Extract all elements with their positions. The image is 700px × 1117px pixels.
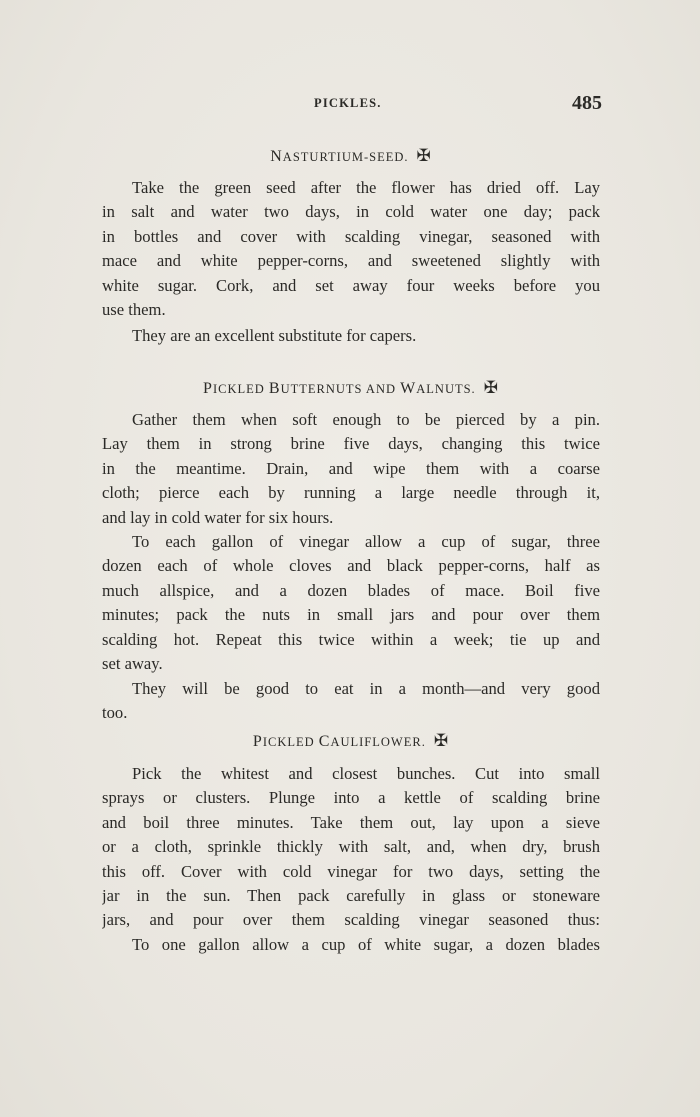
heading-initial: C: [318, 733, 331, 750]
text-line: minutes; pack the nuts in small jars and pour over them: [102, 605, 600, 625]
heading-initial: P: [252, 733, 263, 750]
paragraph: [102, 324, 600, 348]
cross-ornament-icon: ✠: [483, 378, 499, 397]
text-line: Gather them when soft enough to be pierced by a pin.: [132, 410, 600, 429]
heading-smallcaps: ASTURTIUM-SEED.: [282, 150, 409, 164]
text-line: Take the green seed after the flower has dried off. Lay: [132, 178, 600, 197]
text-line: in the meantime. Drain, and wipe them with a coarse: [102, 458, 600, 478]
section-heading-butternuts: [102, 378, 600, 398]
text-line: set away.: [102, 654, 163, 674]
text-line: Lay them in strong brine five days, changing this twice: [102, 434, 600, 454]
heading-initial: P: [203, 380, 213, 397]
text-line: use them.: [102, 300, 166, 320]
text-line: and boil three minutes. Take them out, lay upon a sieve: [102, 812, 600, 832]
paragraph: [102, 677, 600, 726]
text-line: To one gallon allow a cup of white sugar, a dozen blades: [132, 935, 600, 954]
text-line: or a cloth, sprinkle thickly with salt, and, when dry, brush: [102, 837, 600, 857]
text-line: and lay in cold water for six hours.: [102, 507, 334, 527]
heading-initial: W: [400, 380, 417, 397]
text-line: jar in the sun. Then pack carefully in glass or stoneware: [102, 886, 600, 906]
paragraph: [102, 176, 600, 322]
heading-smallcaps: AULIFLOWER.: [330, 735, 426, 749]
text-line: scalding hot. Repeat this twice within a week; tie up and: [102, 629, 600, 649]
text-line: dozen each of whole cloves and black pepper-corns, half as: [102, 556, 600, 576]
text-line: mace and white pepper-corns, and sweetened slightly with: [102, 251, 600, 271]
heading-smallcaps: ALNUTS.: [416, 382, 476, 396]
heading-smallcaps: ICKLED: [262, 735, 319, 749]
heading-initial: B: [268, 380, 281, 397]
text-line: much allspice, and a dozen blades of mace. Boil five: [102, 580, 600, 600]
text-line: Pick the whitest and closest bunches. Cut into small: [132, 764, 600, 783]
text-line: cloth; pierce each by running a large needle through it,: [102, 483, 600, 503]
heading-smallcaps: UTTERNUTS AND: [280, 382, 401, 396]
text-line: sprays or clusters. Plunge into a kettle of scalding brine: [102, 788, 600, 808]
paragraph: [102, 530, 600, 676]
paragraph: [102, 933, 600, 957]
cross-ornament-icon: ✠: [433, 731, 450, 750]
paragraph: [102, 762, 600, 933]
heading-initial: N: [270, 148, 283, 165]
text-line: in salt and water two days, in cold water one day; pack: [102, 202, 600, 222]
running-head: [102, 92, 602, 118]
text-line: To each gallon of vinegar allow a cup of sugar, three: [132, 532, 600, 551]
text-line: too.: [102, 703, 128, 723]
section-heading-cauliflower: [102, 731, 600, 751]
text-line: white sugar. Cork, and set away four weeks before you: [102, 275, 600, 295]
cross-ornament-icon: ✠: [416, 146, 432, 165]
text-line: in bottles and cover with scalding vinegar, seasoned with: [102, 226, 600, 246]
text-line: jars, and pour over them scalding vinegar seasoned thus:: [102, 910, 600, 930]
section-heading-nasturtium: [102, 146, 600, 166]
text-line: They will be good to eat in a month—and very good: [132, 679, 600, 698]
text-line: They are an excellent substitute for capers.: [132, 326, 417, 345]
heading-smallcaps: ICKLED: [212, 382, 269, 396]
page-number: 485: [572, 92, 602, 114]
text-line: this off. Cover with cold vinegar for two days, setting the: [102, 861, 600, 881]
running-title: PICKLES.: [314, 96, 382, 110]
paragraph: [102, 408, 600, 530]
